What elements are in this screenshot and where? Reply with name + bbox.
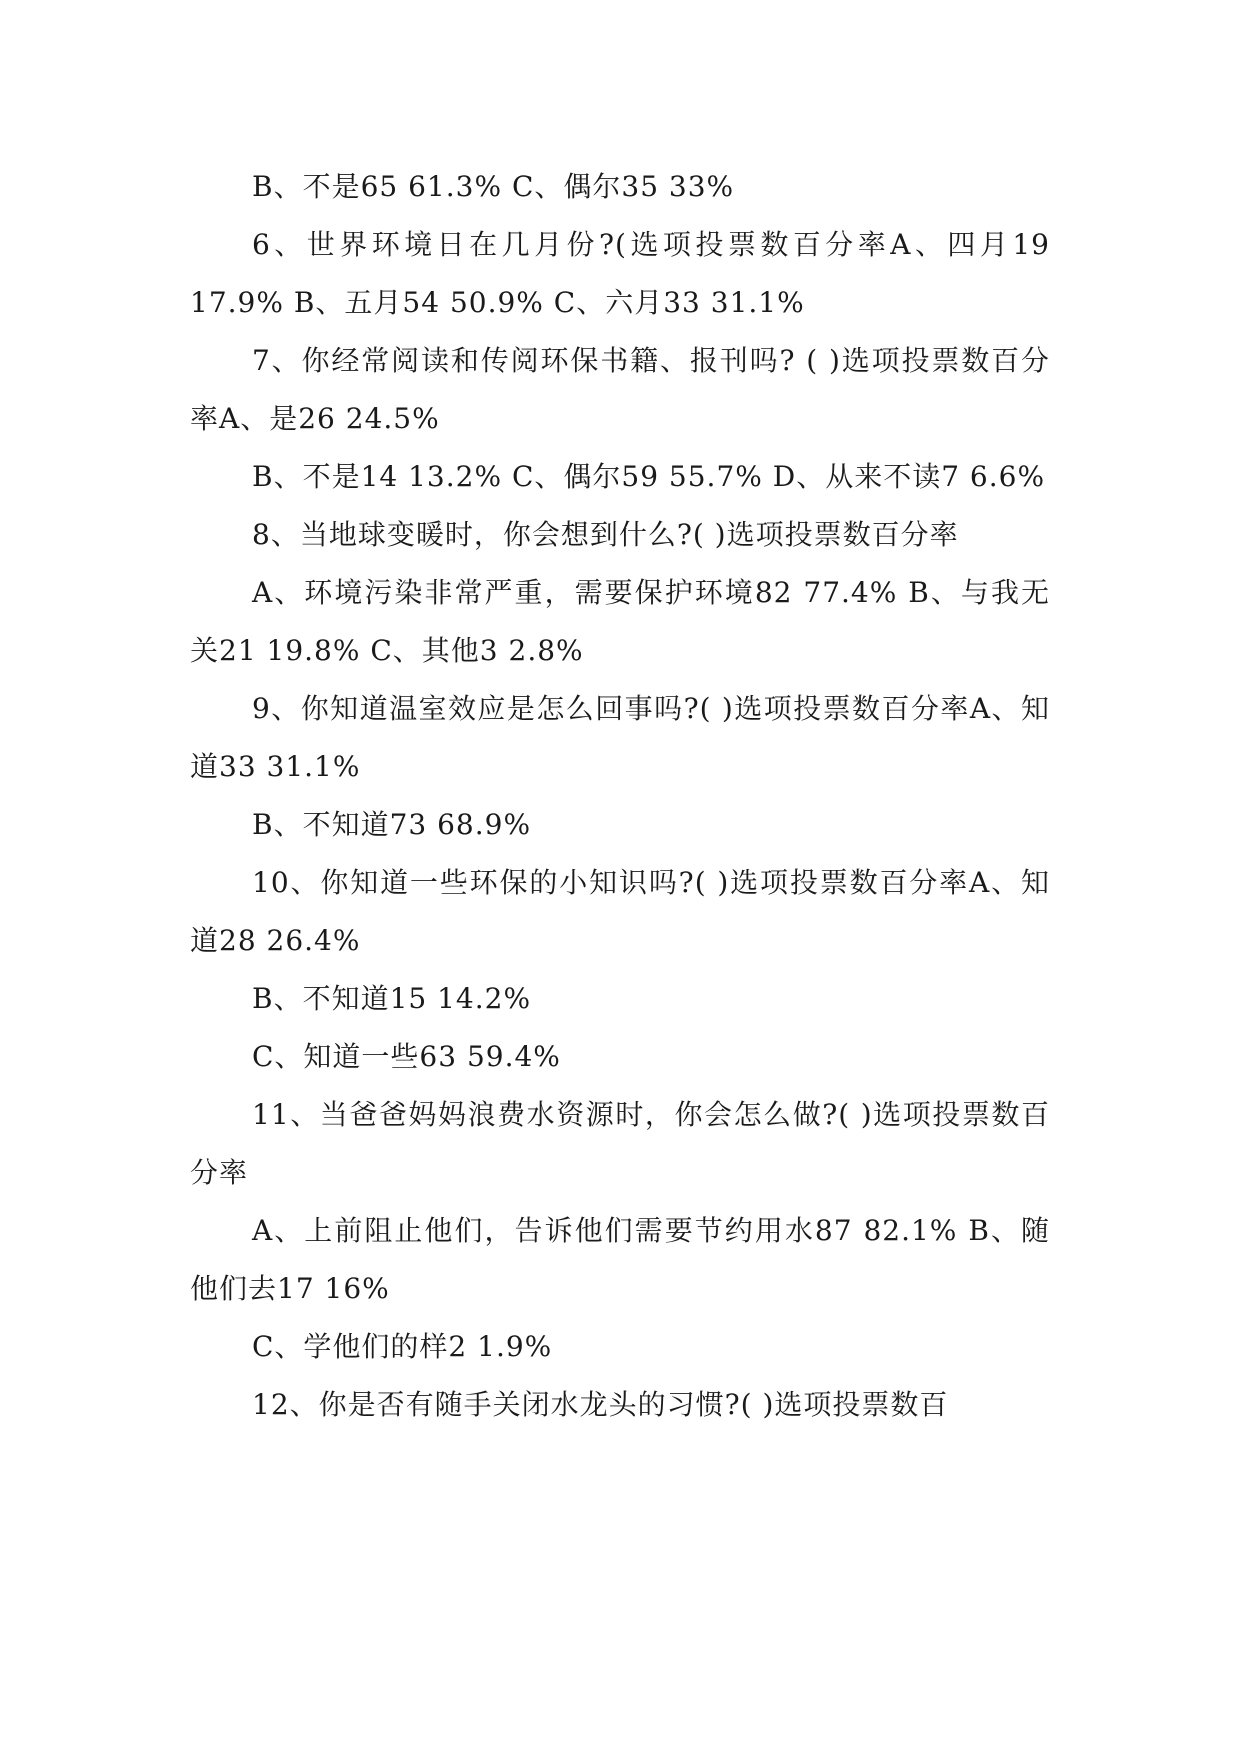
document-body: [190, 158, 1050, 1434]
paragraph-q12: 12、你是否有随手关闭水龙头的习惯?( )选项投票数百: [252, 1388, 949, 1421]
paragraph-q7: 7、你经常阅读和传阅环保书籍、报刊吗? ( )选项投票数百分率A、是26 24.5%: [190, 344, 1050, 435]
paragraph-q7-options-bcd: B、不是14 13.2% C、偶尔59 55.7% D、从来不读7 6.6%: [252, 460, 1046, 493]
paragraph-q10-option-c: C、知道一些63 59.4%: [252, 1040, 561, 1073]
paragraph-q8: 8、当地球变暖时，你会想到什么?( )选项投票数百分率: [252, 518, 959, 551]
paragraph-q6: 6、世界环境日在几月份?(选项投票数百分率A、四月19 17.9% B、五月54 50.9% C、六月33 31.1%: [190, 228, 1050, 319]
paragraph-q10-option-b: B、不知道15 14.2%: [252, 982, 532, 1015]
paragraph-q11-option-c: C、学他们的样2 1.9%: [252, 1330, 553, 1363]
paragraph-q11-options-ab: A、上前阻止他们，告诉他们需要节约用水87 82.1% B、随他们去17 16%: [190, 1214, 1050, 1305]
paragraph-q9: 9、你知道温室效应是怎么回事吗?( )选项投票数百分率A、知道33 31.1%: [190, 692, 1050, 783]
paragraph-q9-option-b: B、不知道73 68.9%: [252, 808, 532, 841]
paragraph-q11: 11、当爸爸妈妈浪费水资源时，你会怎么做?( )选项投票数百分率: [190, 1098, 1050, 1189]
paragraph-q5-options-bc: B、不是65 61.3% C、偶尔35 33%: [252, 170, 735, 203]
paragraph-q8-options: A、环境污染非常严重，需要保护环境82 77.4% B、与我无关21 19.8% C、其他3 2.8%: [190, 576, 1050, 667]
paragraph-q10: 10、你知道一些环保的小知识吗?( )选项投票数百分率A、知道28 26.4%: [190, 866, 1050, 957]
